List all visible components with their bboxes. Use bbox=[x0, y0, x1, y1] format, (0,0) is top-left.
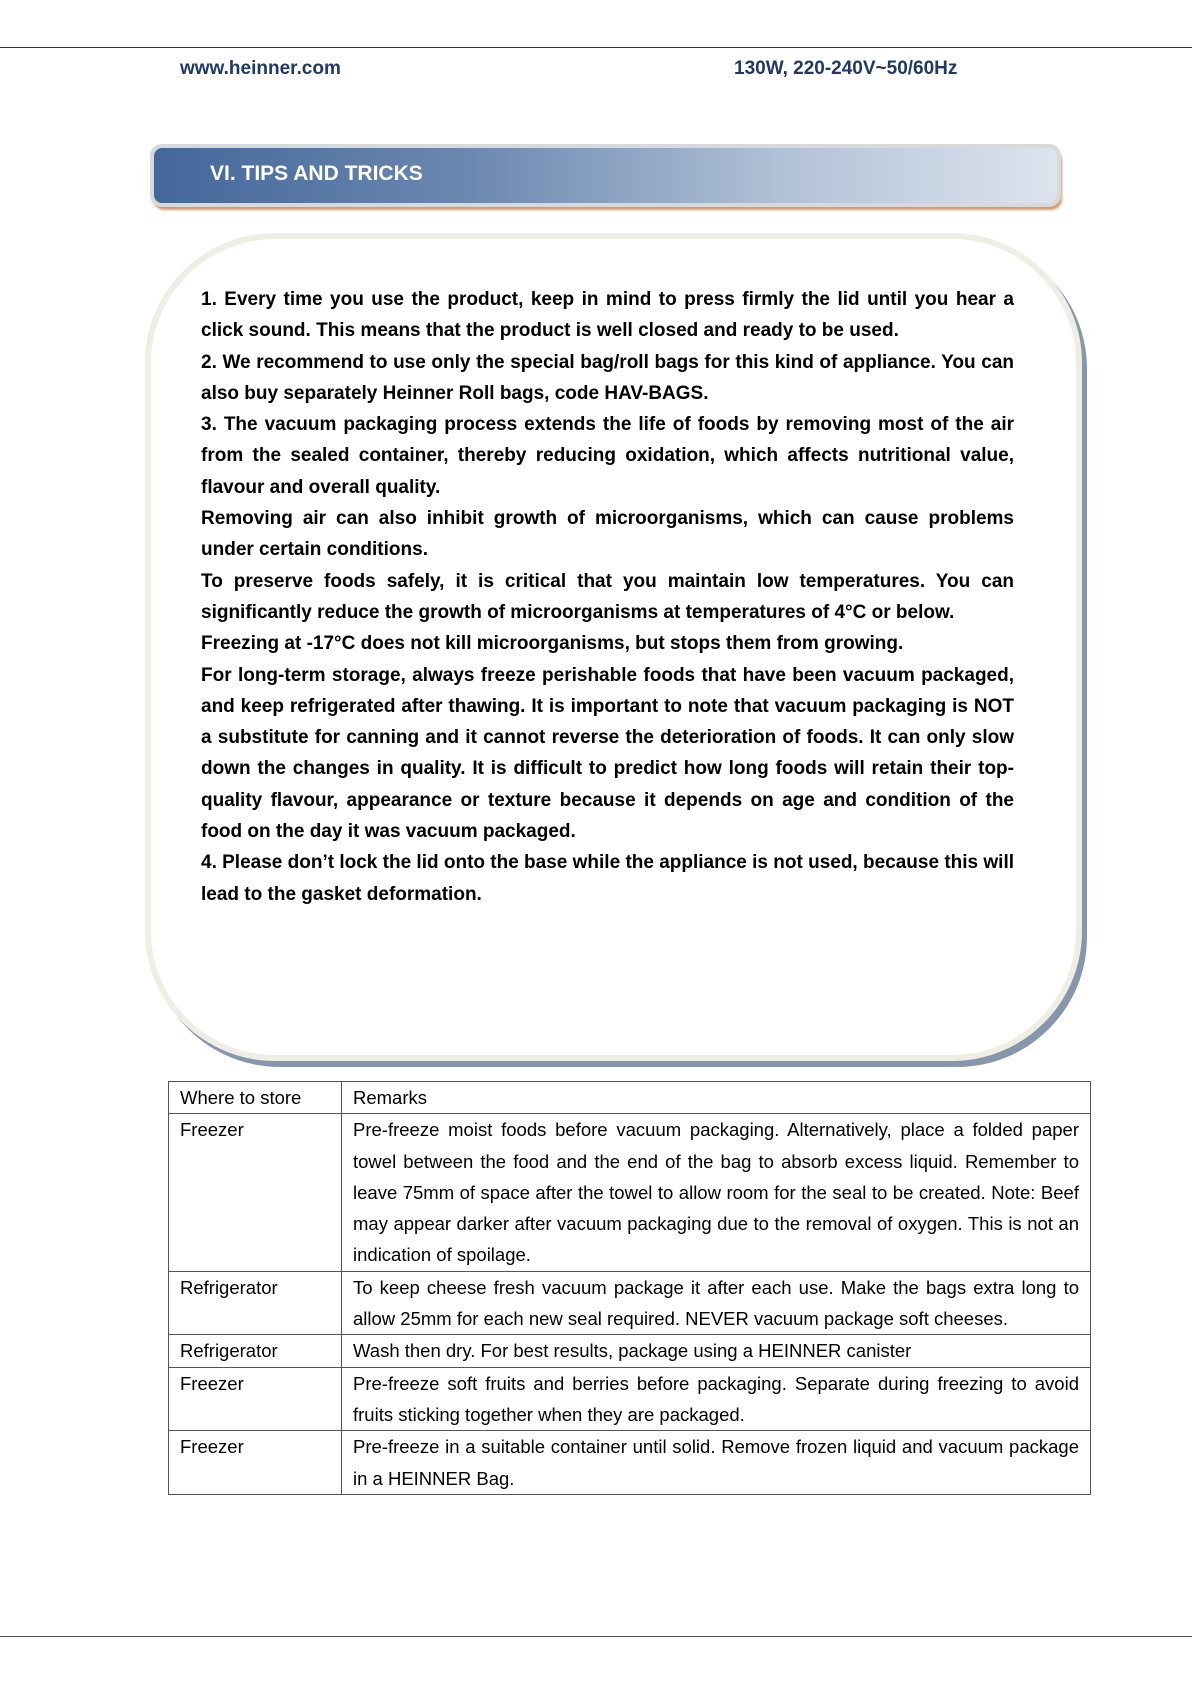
table-row bbox=[169, 1271, 1091, 1335]
storage-table bbox=[168, 1081, 1091, 1495]
tip-paragraph: 2. We recommend to use only the special bag/roll bags for this kind of appliance. You can also buy separately Heinner Roll bags, code HAV-BAGS. bbox=[201, 351, 1014, 404]
header-cell-remarks: Remarks bbox=[342, 1082, 1091, 1114]
website-text: www.heinner.com bbox=[180, 58, 341, 79]
cell-where: Refrigerator bbox=[169, 1335, 342, 1367]
cell-where: Freezer bbox=[169, 1114, 342, 1271]
tip-paragraph: 4. Please don’t lock the lid onto the base while the appliance is not used, because this will lead to the gasket deformation. bbox=[201, 852, 1014, 905]
footer-rule bbox=[0, 1636, 1192, 1637]
header-rule bbox=[0, 47, 1192, 48]
section-title: VI. TIPS AND TRICKS bbox=[210, 162, 423, 185]
power-spec-text: 130W, 220-240V~50/60Hz bbox=[734, 58, 958, 79]
table-header-row bbox=[169, 1082, 1091, 1114]
tip-paragraph: Freezing at -17°C does not kill microorganisms, but stops them from growing. bbox=[201, 633, 904, 655]
tips-text bbox=[201, 284, 1014, 910]
cell-remarks: Pre-freeze in a suitable container until solid. Remove frozen liquid and vacuum package in a HEINNER Bag. bbox=[342, 1431, 1091, 1495]
tip-paragraph: 3. The vacuum packaging process extends the life of foods by removing most of the air from the sealed container, thereby reducing oxidation, which affects nutritional value, flavour and overall quality. bbox=[201, 414, 1014, 498]
table-row bbox=[169, 1431, 1091, 1495]
header-cell-where: Where to store bbox=[169, 1082, 342, 1114]
tip-paragraph: 1. Every time you use the product, keep in mind to press firmly the lid until you hear a click sound. This means that the product is well closed and ready to be used. bbox=[201, 289, 1014, 342]
table-row bbox=[169, 1367, 1091, 1431]
tip-paragraph: Removing air can also inhibit growth of microorganisms, which can cause problems under certain conditions. bbox=[201, 508, 1014, 561]
cell-where: Freezer bbox=[169, 1431, 342, 1495]
cell-where: Refrigerator bbox=[169, 1271, 342, 1335]
cell-remarks: To keep cheese fresh vacuum package it after each use. Make the bags extra long to allow 25mm for each new seal required. NEVER vacuum package soft cheeses. bbox=[342, 1271, 1091, 1335]
cell-where: Freezer bbox=[169, 1367, 342, 1431]
tip-paragraph: For long-term storage, always freeze perishable foods that have been vacuum packaged, and keep refrigerated after thawing. It is important to note that vacuum packaging is NOT a substitute for canning and it cannot reverse the deterioration of foods. It can only slow down the changes in quality. It is difficult to predict how long foods will retain their top-quality flavour, appearance or texture because it depends on age and condition of the food on the day it was vacuum packaged. bbox=[201, 664, 1014, 843]
table-row bbox=[169, 1335, 1091, 1367]
section-banner bbox=[154, 148, 1057, 203]
cell-remarks: Pre-freeze soft fruits and berries before packaging. Separate during freezing to avoid fruits sticking together when they are packaged. bbox=[342, 1367, 1091, 1431]
table-row bbox=[169, 1114, 1091, 1271]
cell-remarks: Wash then dry. For best results, package using a HEINNER canister bbox=[342, 1335, 1091, 1367]
tip-paragraph: To preserve foods safely, it is critical that you maintain low temperatures. You can significantly reduce the growth of microorganisms at temperatures of 4°C or below. bbox=[201, 570, 1014, 623]
cell-remarks: Pre-freeze moist foods before vacuum packaging. Alternatively, place a folded paper towel between the food and the end of the bag to absorb excess liquid. Remember to leave 75mm of space after the towel to allow room for the seal to be created. Note: Beef may appear darker after vacuum packaging due to the removal of oxygen. This is not an indication of spoilage. bbox=[342, 1114, 1091, 1271]
